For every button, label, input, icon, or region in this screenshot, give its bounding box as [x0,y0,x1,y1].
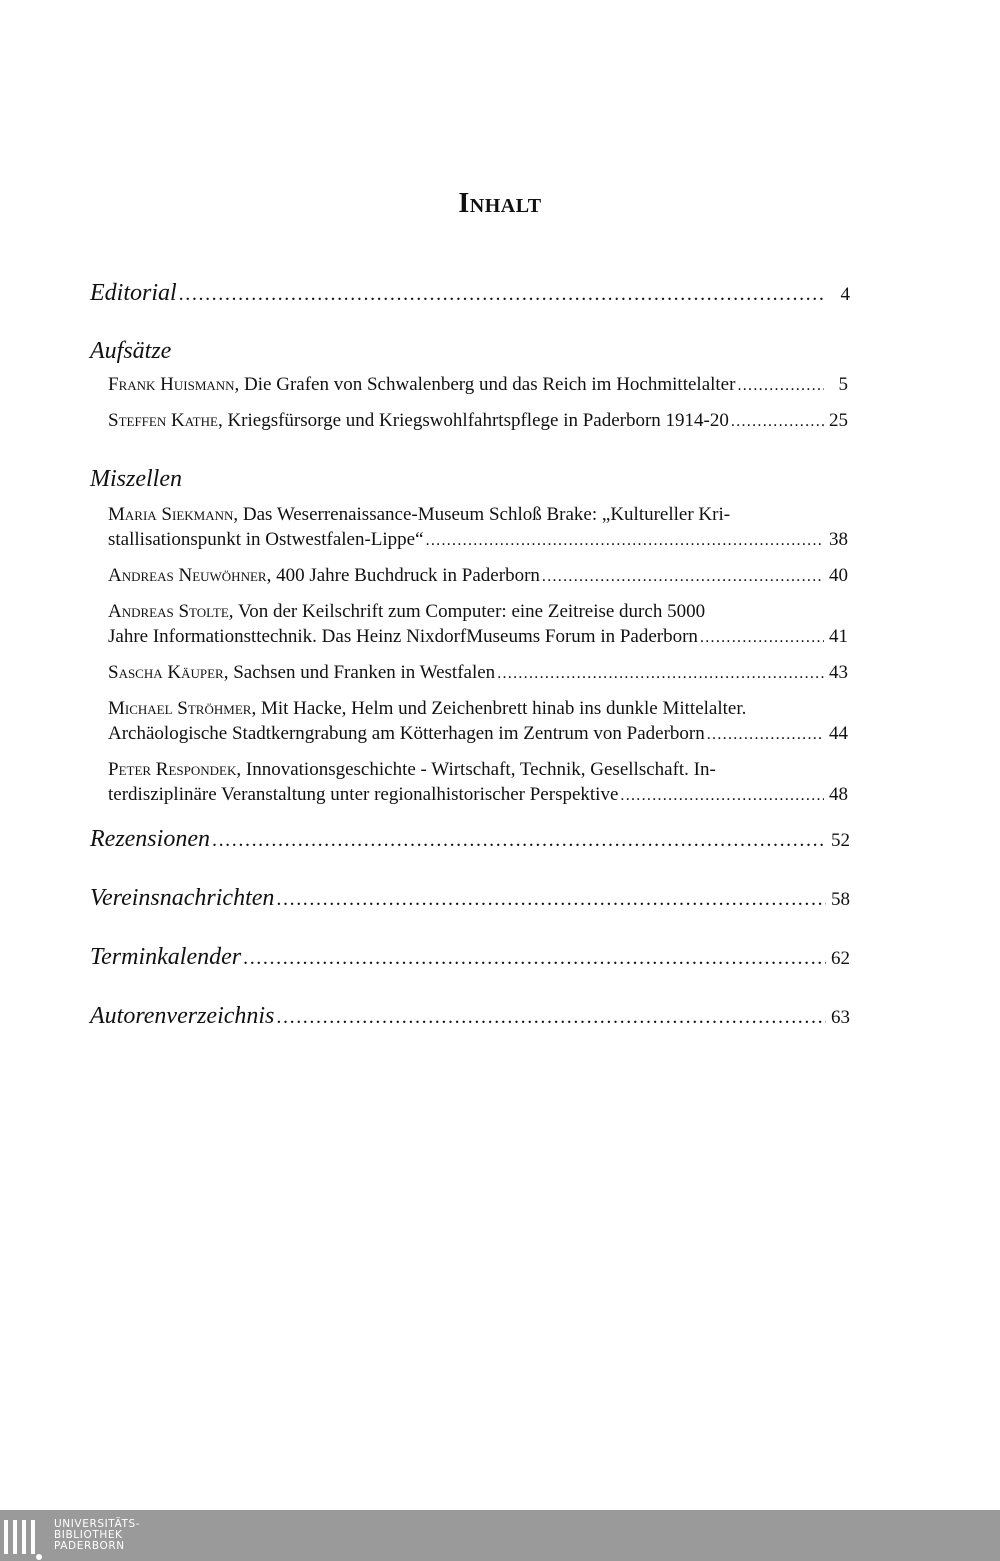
leader-dots [620,783,824,808]
entry-title: , Kriegsfürsorge und Kriegswohlfahrtspflege in Paderborn 1914-20 [217,410,729,431]
toc-entry [108,372,848,398]
leader-dots [707,722,824,747]
toc-entry [108,599,848,650]
entry-author: Andreas Neuwöhner [108,565,267,586]
leader-dots [700,625,824,650]
library-footer-bar [0,1510,1000,1561]
toc-section-vereinsnachrichten [90,883,850,915]
entry-title: , Das Weserrenaissance-Museum Schloß Brake: „Kultureller Kri- [233,504,731,525]
page-number: 4 [840,284,850,305]
leader-dots [179,279,826,309]
page-number: 62 [831,948,850,969]
toc-section-rezensionen [90,824,850,856]
toc-entry [108,696,848,747]
library-logo-dot-icon [36,1554,42,1560]
entry-title: , Sachsen und Franken in Westfalen [223,662,496,683]
page-number: 40 [829,565,848,586]
page-number: 5 [838,374,848,395]
section-label: Editorial [90,280,177,306]
section-label: Terminkalender [90,944,242,970]
section-label: Vereinsnachrichten [90,885,275,911]
toc-section-autorenverzeichnis [90,1001,850,1033]
entry-author: Peter Respondek [108,759,237,780]
leader-dots [737,373,824,398]
page-number: 25 [829,410,848,431]
miszellen-list [108,502,848,818]
section-label: Autorenverzeichnis [90,1003,275,1029]
toc-entry [108,408,848,434]
toc-entry [108,660,848,686]
page-number: 43 [829,662,848,683]
page-number: 44 [829,723,848,744]
section-heading: Miszellen [90,466,182,492]
page-number: 41 [829,626,848,647]
entry-title-continued: Archäologische Stadtkerngrabung am Kötterhagen im Zentrum von Paderborn [108,723,705,744]
library-logo-bars-icon [4,1520,35,1554]
leader-dots [276,1002,826,1032]
leader-dots [276,884,826,914]
leader-dots [243,943,826,973]
page-number: 52 [831,830,850,851]
entry-author: Sascha Käuper [108,662,224,683]
page-title: Inhalt [458,188,542,219]
leader-dots [212,825,826,855]
toc-section-miszellen [90,464,850,494]
leader-dots [426,528,824,553]
section-label: Rezensionen [90,826,210,852]
toc-entry [108,563,848,589]
entry-author: Steffen Kathe [108,410,218,431]
leader-dots [542,564,824,589]
entry-title: , Mit Hacke, Helm und Zeichenbrett hinab ins dunkle Mittelalter. [251,698,747,719]
entry-title-continued: terdisziplinäre Veranstaltung unter regionalhistorischer Perspektive [108,784,619,805]
toc-entry [108,757,848,808]
page-number: 48 [829,784,848,805]
toc-section-terminkalender [90,942,850,974]
leader-dots [497,661,824,686]
entry-title: , 400 Jahre Buchdruck in Paderborn [266,565,540,586]
entry-title-continued: stallisationspunkt in Ostwestfalen-Lippe“ [108,529,424,550]
page-number: 63 [831,1007,850,1028]
library-name: UNIVERSITÄTS- BIBLIOTHEK PADERBORN [54,1518,141,1552]
aufsaetze-list [108,372,848,444]
leader-dots [731,409,824,434]
section-heading: Aufsätze [90,338,172,364]
entry-author: Maria Siekmann [108,504,234,525]
page-number: 58 [831,889,850,910]
entry-title: , Innovationsgeschichte - Wirtschaft, Technik, Gesellschaft. In- [236,759,716,780]
entry-author: Frank Huismann [108,374,235,395]
entry-author: Michael Ströhmer [108,698,252,719]
entry-title: , Von der Keilschrift zum Computer: eine Zeitreise durch 5000 [228,601,706,622]
toc-section-editorial [90,278,850,310]
page-number: 38 [829,529,848,550]
entry-title: , Die Grafen von Schwalenberg und das Reich im Hochmittelalter [234,374,736,395]
toc-section-aufsaetze [90,336,850,366]
toc-entry [108,502,848,553]
entry-title-continued: Jahre Informationsttechnik. Das Heinz NixdorfMuseums Forum in Paderborn [108,626,698,647]
entry-author: Andreas Stolte [108,601,229,622]
